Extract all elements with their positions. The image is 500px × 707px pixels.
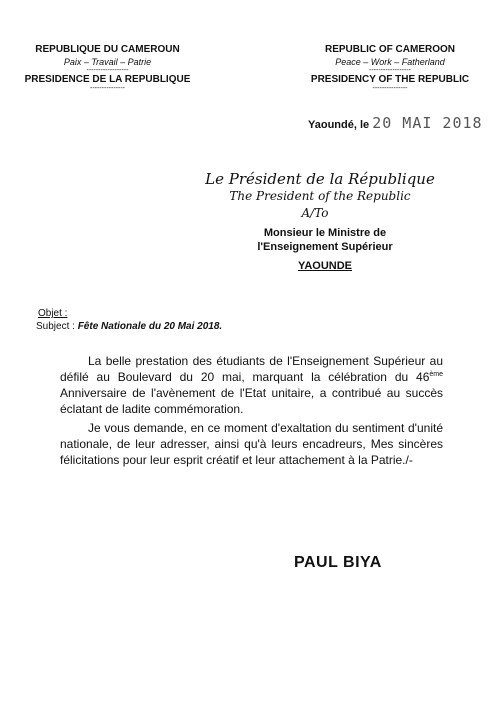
body-p1-end: Anniversaire de l'avènement de l'Etat unitaire, a contribué au succès éclatant de ladite commémoration.: [60, 386, 443, 416]
separator: ---------------: [372, 85, 408, 92]
motto-fr: Paix – Travail – Patrie: [63, 57, 152, 67]
recipient-city: YAOUNDE: [298, 260, 352, 272]
office-name-fr: PRESIDENCE DE LA REPUBLIQUE: [24, 74, 191, 85]
separator: ---------------: [90, 85, 125, 92]
subject-text: Fête Nationale du 20 Mai 2018.: [77, 321, 223, 332]
to-label: A/To: [301, 206, 329, 220]
date-prefix: Yaoundé, le: [308, 119, 370, 131]
sender-fr: Le Président de la République: [205, 170, 435, 188]
signature-name: PAUL BIYA: [294, 554, 382, 571]
body-paragraph-2: Je vous demande, en ce moment d'exaltation du sentiment d'unité nationale, de leur adresser, ainsi qu'à leurs encadreurs, Mes sincères félicitations pour leur esprit créatif et leur attachement à la Patrie./-: [60, 421, 443, 467]
country-name-en: REPUBLIC OF CAMEROON: [325, 44, 455, 55]
body-p1-start: La belle prestation des étudiants de l'Enseignement Supérieur au défilé au Boulevard du 20 mai, marquant la célébration du 46: [60, 354, 443, 384]
recipient-line-1: Monsieur le Ministre de: [263, 227, 387, 239]
subject-block: [36, 307, 336, 333]
sender-en: The President of the Republic: [229, 189, 411, 203]
subject-line: [36, 320, 336, 333]
subject-label-en: Subject :: [36, 321, 75, 332]
body-p1-superscript: ème: [429, 371, 443, 378]
subject-label-fr: Objet :: [38, 308, 68, 319]
body-paragraph-1: [60, 353, 443, 417]
separator: ------------------: [369, 67, 411, 74]
country-name-fr: REPUBLIQUE DU CAMEROUN: [35, 44, 180, 55]
office-name-en: PRESIDENCY OF THE REPUBLIC: [310, 74, 470, 85]
motto-en: Peace – Work – Fatherland: [335, 57, 445, 67]
date-line: [308, 114, 488, 132]
header-right: [305, 44, 475, 92]
recipient-line-2: l'Enseignement Supérieur: [257, 241, 393, 253]
separator: ------------------: [86, 67, 129, 74]
header-left: [20, 44, 195, 92]
recipient: [235, 226, 415, 273]
date-stamp: 20 MAI 2018: [372, 114, 483, 132]
